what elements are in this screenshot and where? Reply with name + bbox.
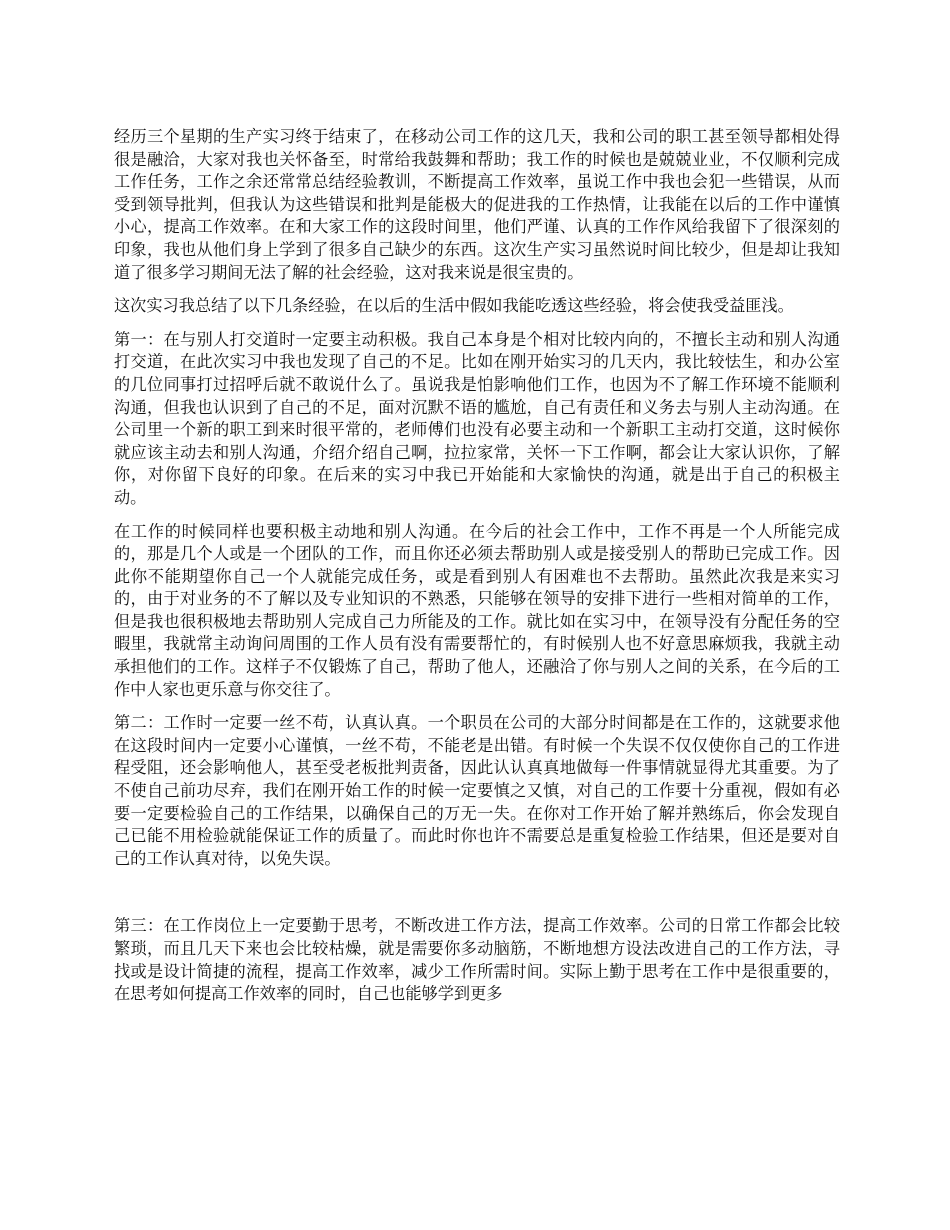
paragraph-point-three: 第三：在工作岗位上一定要勤于思考，不断改进工作方法，提高工作效率。公司的日常工作都会比较繁琐，而且几天下来也会比较枯燥，就是需要你多动脑筋，不断地想方设法改进自己的工作方法，寻找或是设计简捷的流程，提高工作效率，减少工作所需时间。实际上勤于思考在工作中是很重要的，在思考如何提高工作效率的同时，自己也能够学到更多 [114, 916, 840, 1004]
paragraph-point-one: 第一：在与别人打交道时一定要主动积极。我自己本身是个相对比较内向的，不擅长主动和别人沟通打交道，在此次实习中我也发现了自己的不足。比如在刚开始实习的几天内，我比较怯生，和办公室的几位同事打过招呼后就不敢说什么了。虽说我是怕影响他们工作，也因为不了解工作环境不能顺利沟通，但我也认识到了自己的不足，面对沉默不语的尴尬，自己有责任和义务去与别人主动沟通。在公司里一个新的职工到来时很平常的，老师傅们也没有必要主动和一个新职工主动打交道，这时候你就应该主动去和别人沟通，介绍介绍自己啊，拉拉家常，关怀一下工作啊，都会让大家认识你，了解你，对你留下良好的印象。在后来的实习中我已开始能和大家愉快的沟通，就是出于自己的积极主动。 [114, 329, 840, 507]
paragraph-point-one-continued: 在工作的时候同样也要积极主动地和别人沟通。在今后的社会工作中，工作不再是一个人所能完成的，那是几个人或是一个团队的工作，而且你还必须去帮助别人或是接受别人的帮助已完成工作。因此你不能期望你自己一个人就能完成任务，或是看到别人有困难也不去帮助。虽然此次我是来实习的，由于对业务的不了解以及专业知识的不熟悉，只能够在领导的安排下进行一些相对简单的工作，但是我也很积极地去帮助别人完成自己力所能及的工作。就比如在实习中，在领导没有分配任务的空暇里，我就常主动询问周围的工作人员有没有需要帮忙的，有时候别人也不好意思麻烦我，我就主动承担他们的工作。这样子不仅锻炼了自己，帮助了他人，还融洽了你与别人之间的关系，在今后的工作中人家也更乐意与你交往了。 [114, 521, 840, 699]
paragraph-spacer [114, 881, 840, 915]
paragraph-intro: 经历三个星期的生产实习终于结束了，在移动公司工作的这几天，我和公司的职工甚至领导都相处得很是融洽，大家对我也关怀备至，时常给我鼓舞和帮助；我工作的时候也是兢兢业业，不仅顺利完成工作任务，工作之余还常常总结经验教训，不断提高工作效率，虽说工作中我也会犯一些错误，从而受到领导批判，但我认为这些错误和批判是能极大的促进我的工作热情，让我能在以后的工作中谨慎小心，提高工作效率。在和大家工作的这段时间里，他们严谨、认真的工作作风给我留下了很深刻的印象，我也从他们身上学到了很多自己缺少的东西。这次生产实习虽然说时间比较少，但是却让我知道了很多学习期间无法了解的社会经验，这对我来说是很宝贵的。 [114, 127, 840, 282]
document-body [114, 126, 840, 1017]
paragraph-summary: 这次实习我总结了以下几条经验，在以后的生活中假如我能吃透这些经验，将会使我受益匪浅。 [114, 296, 794, 316]
paragraph-point-two: 第二：工作时一定要一丝不苟，认真认真。一个职员在公司的大部分时间都是在工作的，这就要求他在这段时间内一定要小心谨慎，一丝不苟，不能老是出错。有时候一个失误不仅仅使你自己的工作进程受阻，还会影响他人，甚至受老板批判责备，因此认认真真地做每一件事情就显得尤其重要。为了不使自己前功尽弃，我们在刚开始工作的时候一定要慎之又慎，对自己的工作要十分重视，假如有必要一定要检验自己的工作结果，以确保自己的万无一失。在你对工作开始了解并熟练后，你会发现自己已能不用检验就能保证工作的质量了。而此时你也许不需要总是重复检验工作结果，但还是要对自己的工作认真对待，以免失误。 [114, 713, 840, 868]
